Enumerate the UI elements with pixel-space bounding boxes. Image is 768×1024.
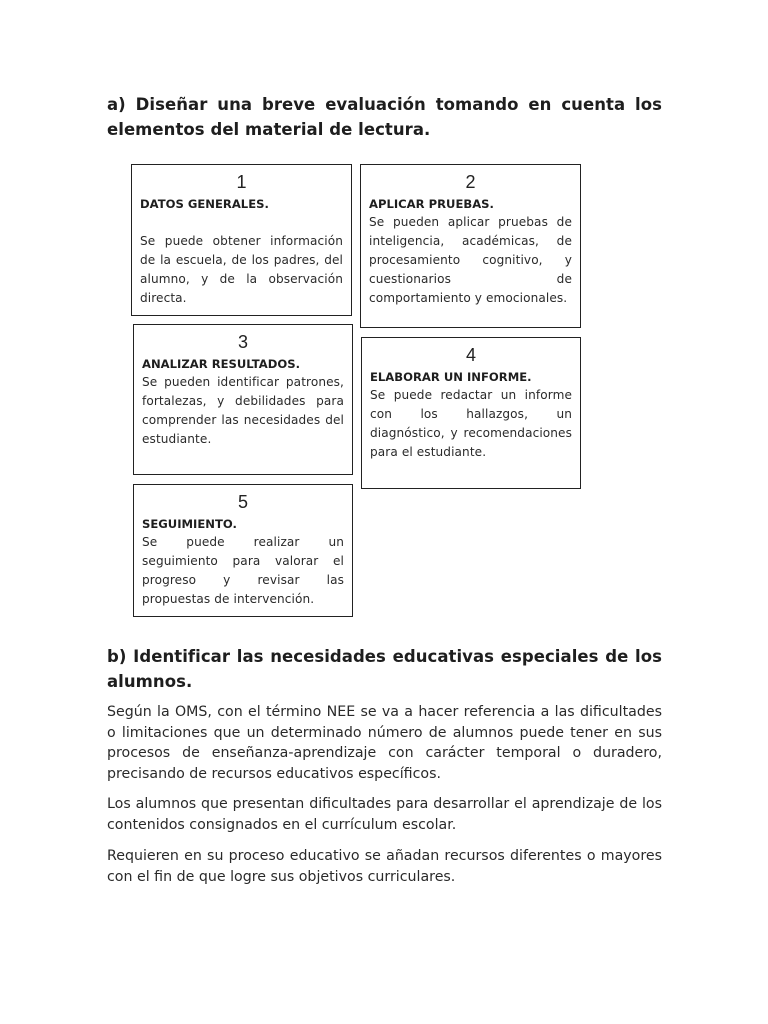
evaluation-box-4 [361, 337, 581, 489]
box-body: Se puede redactar un informe con los hallazgos, un diagnóstico, y recomendaciones para el estudiante. [370, 388, 572, 459]
box-title: SEGUIMIENTO. [142, 517, 237, 531]
box-title: ELABORAR UN INFORME. [370, 370, 532, 384]
paragraph-2: Los alumnos que presentan dificultades para desarrollar el aprendizaje de los contenidos consignados en el currículum escolar. [107, 796, 662, 833]
box-body: Se pueden aplicar pruebas de inteligencia, académicas, de procesamiento cognitivo, y cuestionarios de comportamiento y emocionales. [369, 215, 572, 305]
box-title: APLICAR PRUEBAS. [369, 197, 494, 211]
paragraph-1: Según la OMS, con el término NEE se va a hacer referencia a las dificultades o limitaciones que un determinado número de alumnos puede tener en sus procesos de enseñanza-aprendizaje con carácter temporal o duradero, precisando de recursos educativos específicos. [107, 704, 662, 782]
box-body: Se puede obtener información de la escuela, de los padres, del alumno, y de la observación directa. [140, 234, 343, 305]
evaluation-box-2 [360, 164, 581, 328]
section-a-heading: a) Diseñar una breve evaluación tomando en cuenta los elementos del material de lectura. [107, 95, 662, 139]
box-body: Se puede realizar un seguimiento para valorar el progreso y revisar las propuestas de intervención. [142, 535, 344, 606]
box-title: ANALIZAR RESULTADOS. [142, 357, 300, 371]
box-number: 4 [465, 345, 476, 365]
section-b-heading: b) Identificar las necesidades educativas especiales de los alumnos. [107, 647, 662, 691]
box-body: Se pueden identificar patrones, fortalezas, y debilidades para comprender las necesidades del estudiante. [142, 375, 344, 446]
paragraph-3: Requieren en su proceso educativo se añadan recursos diferentes o mayores con el fin de que logre sus objetivos curriculares. [107, 848, 662, 885]
box-number: 3 [237, 332, 248, 352]
box-title: DATOS GENERALES. [140, 197, 269, 211]
box-number: 2 [465, 172, 476, 192]
evaluation-box-3 [133, 324, 353, 475]
box-number: 5 [237, 492, 248, 512]
box-number: 1 [236, 172, 247, 192]
evaluation-box-1 [131, 164, 352, 316]
evaluation-box-5 [133, 484, 353, 617]
